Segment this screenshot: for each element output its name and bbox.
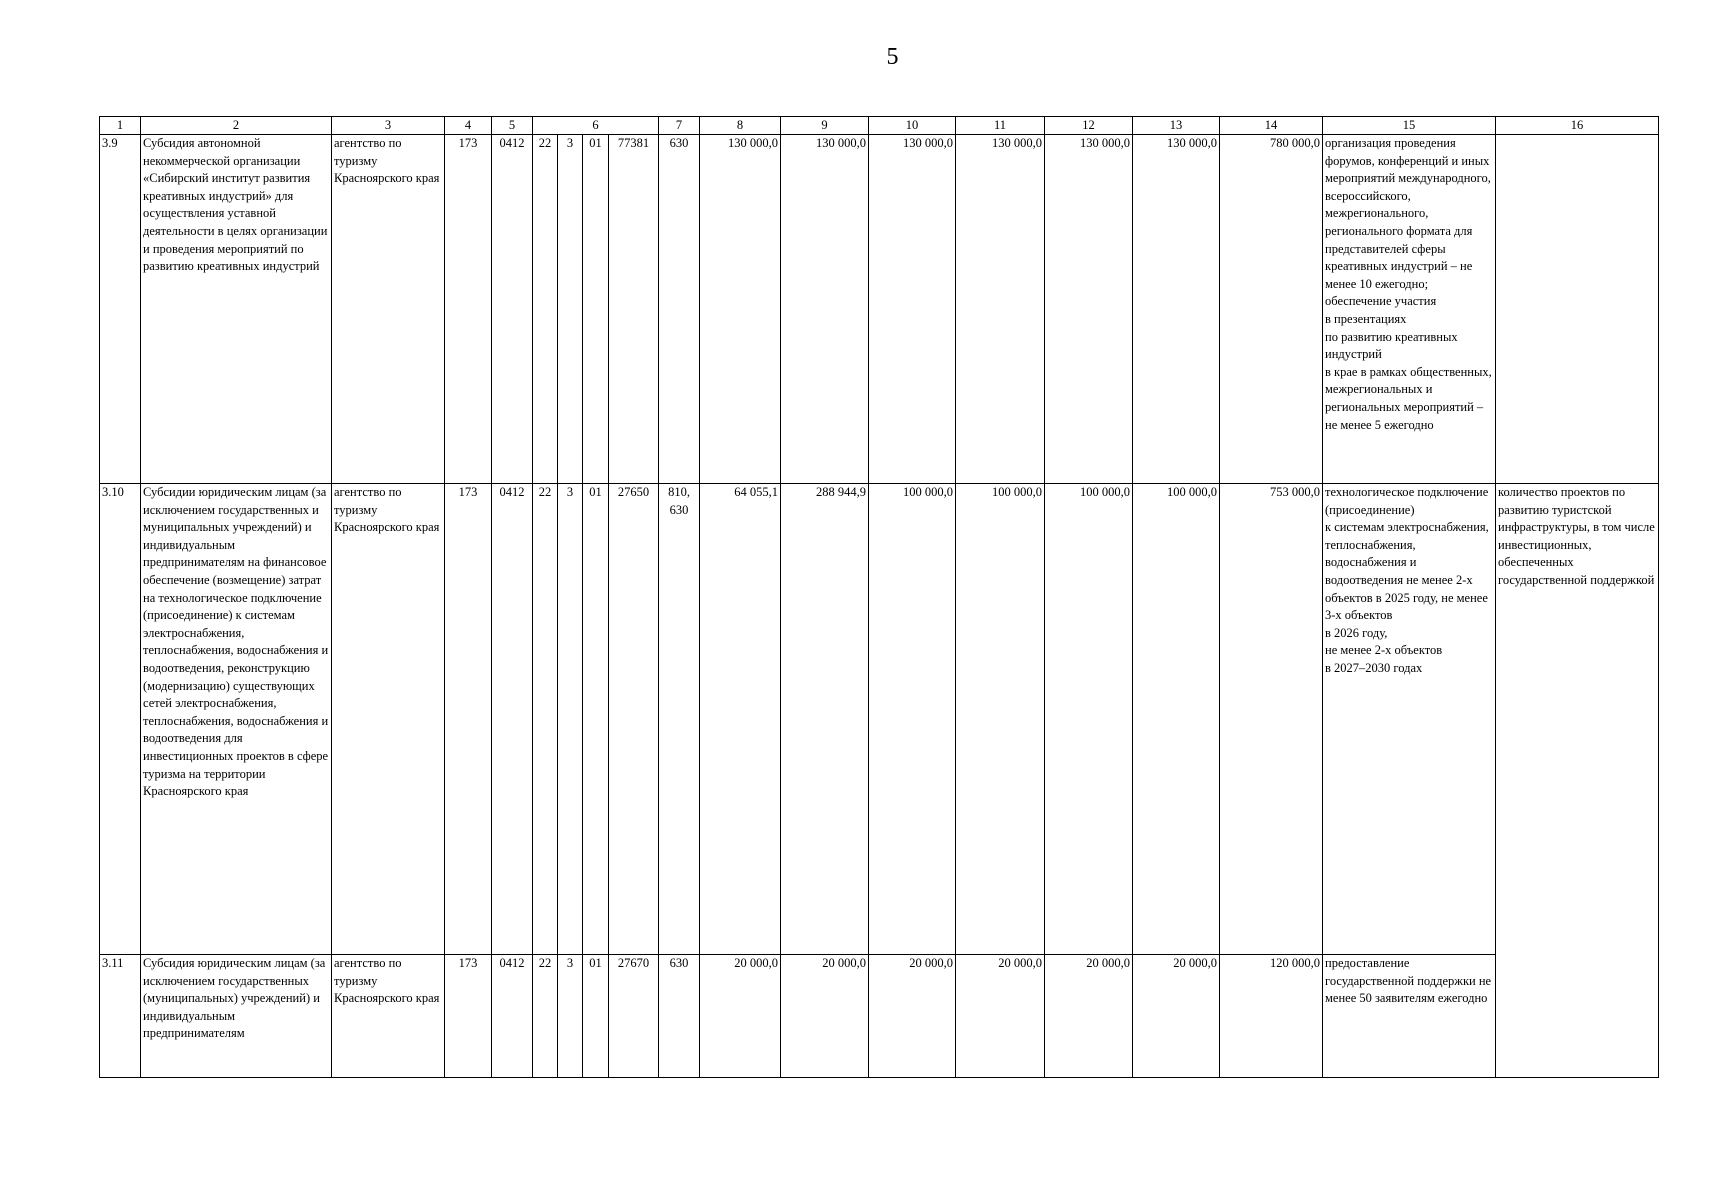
header-cell: 4 bbox=[445, 117, 492, 135]
amount-2026: 20 000,0 bbox=[781, 955, 869, 1078]
csr-direction: 27670 bbox=[609, 955, 659, 1078]
vr-code: 630 bbox=[659, 955, 700, 1078]
amount-2025: 64 055,1 bbox=[700, 484, 781, 955]
responsible-agency: агентство по туризму Красноярского края bbox=[332, 955, 445, 1078]
vr-code: 810, 630 bbox=[659, 484, 700, 955]
amount-2028: 20 000,0 bbox=[956, 955, 1045, 1078]
header-cell: 5 bbox=[492, 117, 533, 135]
csr-program: 22 bbox=[533, 135, 558, 484]
amount-2028: 100 000,0 bbox=[956, 484, 1045, 955]
amount-2029: 20 000,0 bbox=[1045, 955, 1133, 1078]
amount-2030: 100 000,0 bbox=[1133, 484, 1220, 955]
responsible-agency: агентство по туризму Красноярского края bbox=[332, 484, 445, 955]
header-cell: 13 bbox=[1133, 117, 1220, 135]
header-cell: 12 bbox=[1045, 117, 1133, 135]
row-number: 3.11 bbox=[100, 955, 141, 1078]
csr-program: 22 bbox=[533, 955, 558, 1078]
expected-result: предоставление государственной поддержки не менее 50 заявителям ежегодно bbox=[1323, 955, 1496, 1078]
csr-event: 01 bbox=[583, 484, 609, 955]
rzpr-code: 0412 bbox=[492, 484, 533, 955]
amount-2030: 130 000,0 bbox=[1133, 135, 1220, 484]
measure-name: Субсидии юридическим лицам (за исключением государственных и муниципальных учреждений) и индивидуальным предпринимателям на финансовое обеспечение (возмещение) затрат на технологическое подключение (присоединение) к системам электроснабжения, теплоснабжения, водоснабжения и водоотведения, реконструкцию (модернизацию) существующих сетей электроснабжения, теплоснабжения, водоснабжения и водоотведения для инвестиционных проектов в сфере туризма на территории Красноярского края bbox=[141, 484, 332, 955]
amount-2027: 100 000,0 bbox=[869, 484, 956, 955]
grbs-code: 173 bbox=[445, 484, 492, 955]
amount-2026: 130 000,0 bbox=[781, 135, 869, 484]
grbs-code: 173 bbox=[445, 955, 492, 1078]
rzpr-code: 0412 bbox=[492, 135, 533, 484]
rzpr-code: 0412 bbox=[492, 955, 533, 1078]
header-cell: 1 bbox=[100, 117, 141, 135]
amount-2030: 20 000,0 bbox=[1133, 955, 1220, 1078]
page-number: 5 bbox=[886, 44, 899, 70]
grbs-code: 173 bbox=[445, 135, 492, 484]
csr-subprogram: 3 bbox=[558, 484, 583, 955]
header-cell: 16 bbox=[1496, 117, 1659, 135]
indicator: количество проектов по развитию туристской инфраструктуры, в том числе инвестиционных, обеспеченных государственной поддержкой bbox=[1496, 484, 1659, 1078]
header-cell: 6 bbox=[533, 117, 659, 135]
indicator bbox=[1496, 135, 1659, 484]
header-cell: 2 bbox=[141, 117, 332, 135]
table-row-3-10 bbox=[100, 484, 1659, 955]
header-cell: 10 bbox=[869, 117, 956, 135]
amount-2027: 20 000,0 bbox=[869, 955, 956, 1078]
amount-total: 753 000,0 bbox=[1220, 484, 1323, 955]
csr-event: 01 bbox=[583, 135, 609, 484]
header-cell: 7 bbox=[659, 117, 700, 135]
vr-code: 630 bbox=[659, 135, 700, 484]
amount-2025: 20 000,0 bbox=[700, 955, 781, 1078]
csr-direction: 27650 bbox=[609, 484, 659, 955]
table-row-3-9 bbox=[100, 135, 1659, 484]
measure-name: Субсидия юридическим лицам (за исключением государственных (муниципальных) учреждений) и индивидуальным предпринимателям bbox=[141, 955, 332, 1078]
amount-2025: 130 000,0 bbox=[700, 135, 781, 484]
header-cell: 11 bbox=[956, 117, 1045, 135]
header-cell: 8 bbox=[700, 117, 781, 135]
amount-total: 120 000,0 bbox=[1220, 955, 1323, 1078]
header-cell: 9 bbox=[781, 117, 869, 135]
amount-2029: 130 000,0 bbox=[1045, 135, 1133, 484]
csr-direction: 77381 bbox=[609, 135, 659, 484]
amount-2028: 130 000,0 bbox=[956, 135, 1045, 484]
csr-subprogram: 3 bbox=[558, 135, 583, 484]
csr-event: 01 bbox=[583, 955, 609, 1078]
expected-result: организация проведения форумов, конференций и иных мероприятий международного, всероссийского, межрегионального, регионального формата для представителей сферы креативных индустрий – не менее 10 ежегодно; обеспечение участия в презентациях по развитию креативных индустрий в крае в рамках общественных, межрегиональных и региональных мероприятий – не менее 5 ежегодно bbox=[1323, 135, 1496, 484]
header-row bbox=[100, 117, 1659, 135]
csr-program: 22 bbox=[533, 484, 558, 955]
amount-2026: 288 944,9 bbox=[781, 484, 869, 955]
row-number: 3.10 bbox=[100, 484, 141, 955]
amount-total: 780 000,0 bbox=[1220, 135, 1323, 484]
row-number: 3.9 bbox=[100, 135, 141, 484]
expected-result: технологическое подключение (присоединение) к системам электроснабжения, теплоснабжения, водоснабжения и водоотведения не менее 2-х объектов в 2025 году, не менее 3-х объектов в 2026 году, не менее 2-х объектов в 2027–2030 годах bbox=[1323, 484, 1496, 955]
amount-2029: 100 000,0 bbox=[1045, 484, 1133, 955]
header-cell: 3 bbox=[332, 117, 445, 135]
table-row-3-11 bbox=[100, 955, 1659, 1078]
responsible-agency: агентство по туризму Красноярского края bbox=[332, 135, 445, 484]
budget-table bbox=[99, 116, 1659, 1078]
measure-name: Субсидия автономной некоммерческой организации «Сибирский институт развития креативных индустрий» для осуществления уставной деятельности в целях организации и проведения мероприятий по развитию креативных индустрий bbox=[141, 135, 332, 484]
header-cell: 14 bbox=[1220, 117, 1323, 135]
header-cell: 15 bbox=[1323, 117, 1496, 135]
amount-2027: 130 000,0 bbox=[869, 135, 956, 484]
csr-subprogram: 3 bbox=[558, 955, 583, 1078]
